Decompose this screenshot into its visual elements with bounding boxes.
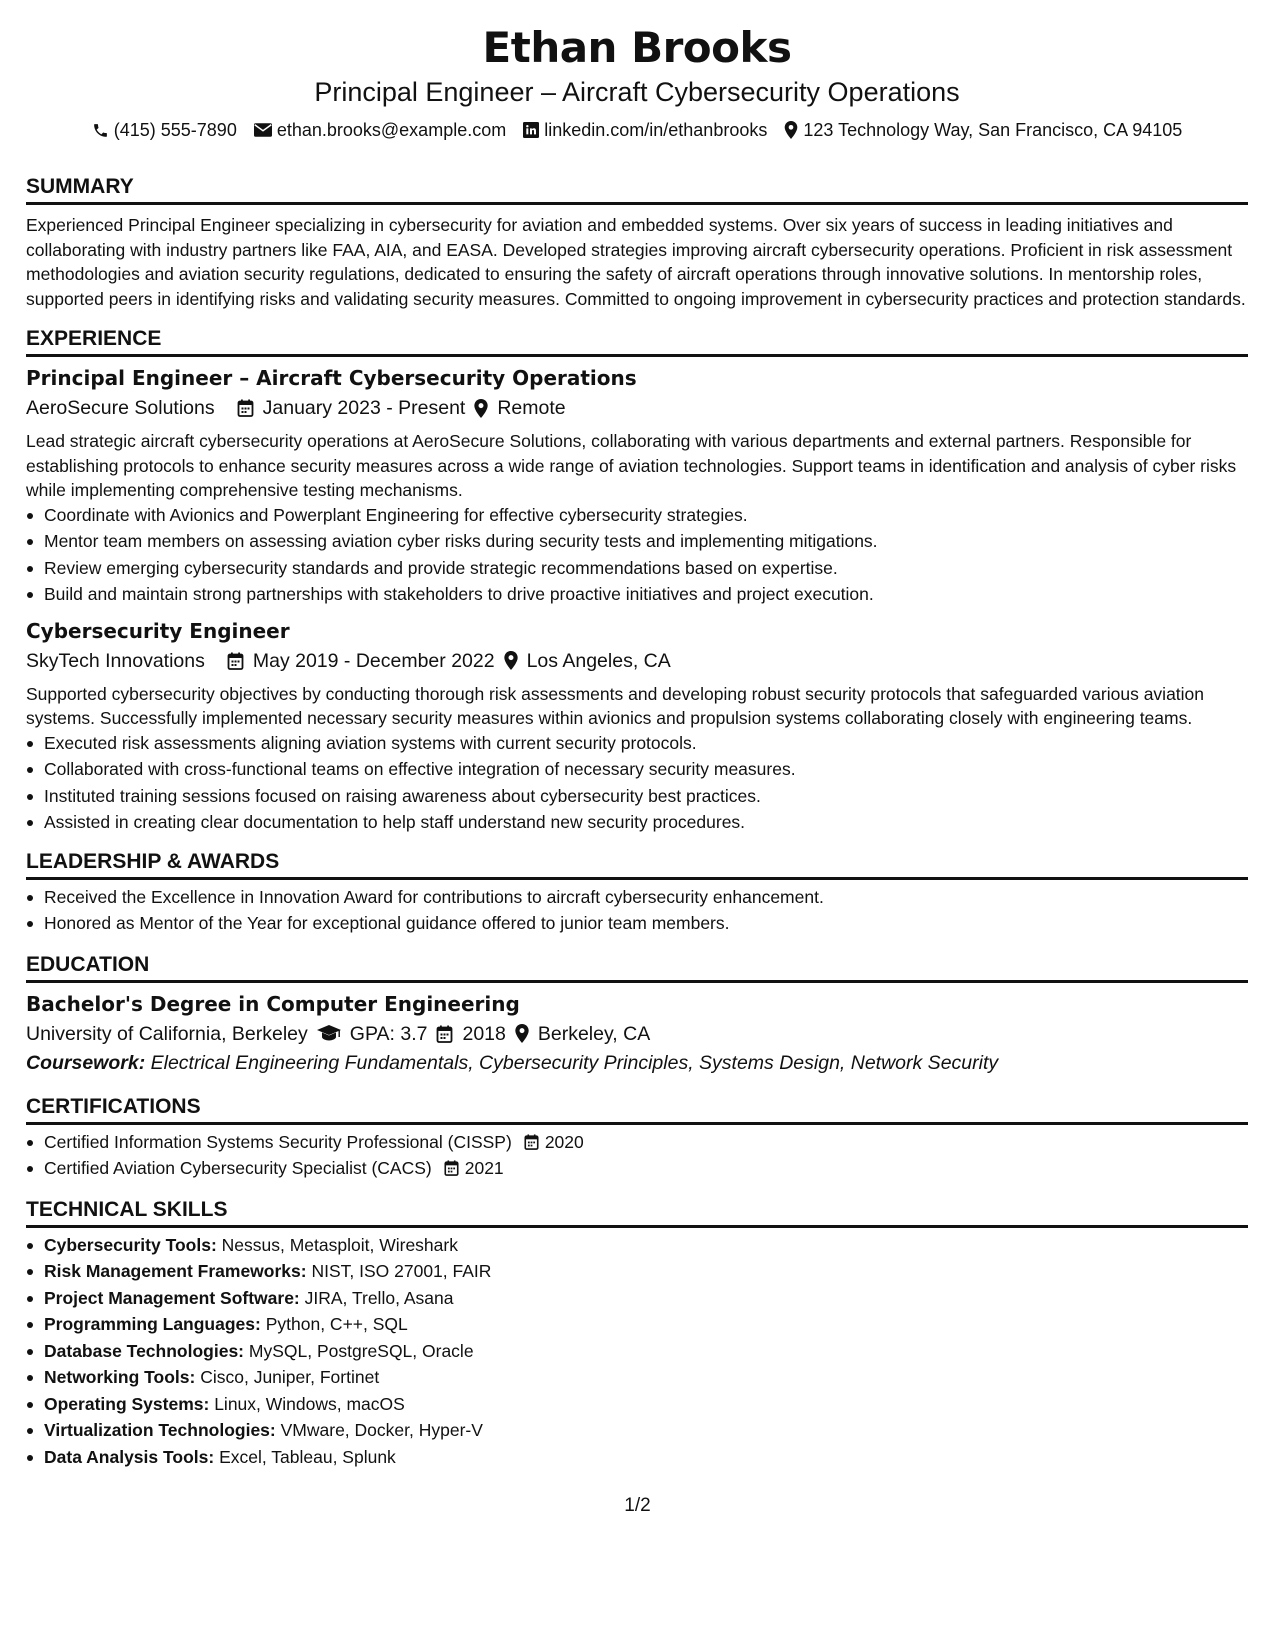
school-name: University of California, Berkeley <box>26 1022 308 1045</box>
experience-section <box>26 325 1248 836</box>
education-meta <box>26 1019 1248 1049</box>
candidate-name: Ethan Brooks <box>482 23 792 72</box>
school-location: Berkeley, CA <box>537 1022 651 1045</box>
job-location: Los Angeles, CA <box>526 649 671 672</box>
list-item <box>44 1444 1248 1471</box>
list-item: Collaborated with cross-functional teams on effective integration of necessary security measures. <box>44 756 1248 783</box>
leadership-section <box>26 848 1248 937</box>
skills-list <box>26 1232 1248 1471</box>
linkedin-icon <box>523 122 539 138</box>
skill-value: Linux, Windows, macOS <box>214 1393 405 1414</box>
list-item: Honored as Mentor of the Year for exceptional guidance offered to junior team members. <box>44 910 1248 937</box>
list-item: Instituted training sessions focused on raising awareness about cybersecurity best practices. <box>44 783 1248 810</box>
education-section <box>26 951 1248 1077</box>
list-item: Assisted in creating clear documentation to help staff understand new security procedures. <box>44 809 1248 836</box>
job-title: Cybersecurity Engineer <box>26 618 290 643</box>
skill-label: Operating Systems: <box>44 1393 210 1414</box>
summary-section <box>26 173 1248 311</box>
contact-phone <box>92 117 237 143</box>
contact-row <box>26 117 1248 143</box>
candidate-title: Principal Engineer – Aircraft Cybersecurity Operations <box>314 77 960 107</box>
list-item: Mentor team members on assessing aviation cyber risks during security tests and implementing mitigations. <box>44 528 1248 555</box>
awards-list <box>26 884 1248 937</box>
job-meta <box>26 646 1248 676</box>
section-heading-summary: SUMMARY <box>26 173 1248 205</box>
skill-value: Cisco, Juniper, Fortinet <box>200 1367 380 1387</box>
contact-address <box>784 117 1182 143</box>
location-pin-icon <box>474 399 488 418</box>
list-item <box>44 1155 1248 1182</box>
job-entry <box>26 616 1248 836</box>
skill-value: VMware, Docker, Hyper-V <box>280 1420 483 1440</box>
contact-email <box>254 117 506 143</box>
skill-label: Programming Languages: <box>44 1314 261 1334</box>
list-item <box>44 1232 1248 1259</box>
graduation-cap-icon <box>317 1025 341 1043</box>
skill-value: Python, C++, SQL <box>265 1314 408 1334</box>
list-item <box>44 1311 1248 1338</box>
section-heading-leadership: LEADERSHIP & AWARDS <box>26 848 1248 880</box>
list-item <box>44 1391 1248 1418</box>
calendar-icon <box>227 652 244 670</box>
cert-year: 2020 <box>544 1131 584 1152</box>
cert-name: Certified Aviation Cybersecurity Specialist (CACS) <box>44 1158 432 1178</box>
skill-value: NIST, ISO 27001, FAIR <box>311 1261 492 1281</box>
job-location: Remote <box>497 397 566 419</box>
section-heading-education: EDUCATION <box>26 951 1248 983</box>
skill-label: Data Analysis Tools: <box>44 1446 215 1467</box>
calendar-icon <box>444 1160 459 1176</box>
calendar-icon <box>436 1025 453 1043</box>
list-item <box>44 1258 1248 1285</box>
page-number: 1/2 <box>624 1495 651 1516</box>
skill-label: Virtualization Technologies: <box>44 1420 276 1440</box>
job-dates: January 2023 - Present <box>262 397 466 419</box>
email-link[interactable]: ethan.brooks@example.com <box>276 120 507 140</box>
address-text: 123 Technology Way, San Francisco, CA 94105 <box>803 120 1183 140</box>
company-name: SkyTech Innovations <box>26 649 205 672</box>
list-item: Coordinate with Avionics and Powerplant Engineering for effective cybersecurity strategies. <box>44 502 1248 529</box>
location-pin-icon <box>515 1024 529 1043</box>
coursework-label: Coursework: <box>26 1051 146 1074</box>
skill-label: Project Management Software: <box>44 1287 300 1308</box>
section-heading-experience: EXPERIENCE <box>26 325 1248 357</box>
job-bullets <box>26 502 1248 608</box>
section-heading-skills: TECHNICAL SKILLS <box>26 1196 1248 1228</box>
job-title: Principal Engineer – Aircraft Cybersecurity Operations <box>26 366 637 390</box>
skill-label: Networking Tools: <box>44 1367 196 1387</box>
phone-text[interactable]: (415) 555-7890 <box>113 120 237 140</box>
job-meta <box>26 393 1248 423</box>
cert-year: 2021 <box>464 1158 504 1178</box>
envelope-icon <box>254 123 272 137</box>
skill-value: JIRA, Trello, Asana <box>304 1287 454 1308</box>
company-name: AeroSecure Solutions <box>26 397 215 419</box>
degree-title: Bachelor's Degree in Computer Engineering <box>26 991 520 1016</box>
summary-text: Experienced Principal Engineer specializing in cybersecurity for aviation and embedded systems. Over six years of success in leading initiatives and collaborating with industry partners like FAA, AIA, and EASA. Developed strategies improving aircraft cybersecurity operations. Proficient in risk assessment methodologies and aviation security regulations, dedicated to ensuring the safety of aircraft operations through innovative solutions. In mentorship roles, supported peers in identifying risks and validating security measures. Committed to ongoing improvement in cybersecurity practices and protection standards. <box>26 215 1246 309</box>
header <box>26 22 1248 143</box>
list-item <box>44 1285 1248 1312</box>
certifications-section <box>26 1093 1248 1182</box>
calendar-icon <box>237 399 254 417</box>
job-dates: May 2019 - December 2022 <box>252 649 495 672</box>
skill-label: Risk Management Frameworks: <box>44 1261 307 1281</box>
location-pin-icon <box>784 121 798 139</box>
graduation-year: 2018 <box>462 1022 506 1045</box>
job-description: Supported cybersecurity objectives by conducting thorough risk assessments and developing robust security protocols that safeguarded various aviation systems. Successfully implemented necessary security measures within avionics and propulsion systems collaborating closely with engineering teams. <box>26 683 1205 728</box>
skill-value: Excel, Tableau, Splunk <box>219 1446 396 1467</box>
location-pin-icon <box>504 651 518 670</box>
cert-name: Certified Information Systems Security Professional (CISSP) <box>44 1131 512 1152</box>
certifications-list <box>26 1129 1248 1182</box>
list-item <box>44 1417 1248 1444</box>
job-entry <box>26 363 1248 608</box>
list-item: Build and maintain strong partnerships with stakeholders to drive proactive initiatives and project execution. <box>44 581 1248 608</box>
skill-value: Nessus, Metasploit, Wireshark <box>221 1234 458 1255</box>
gpa: GPA: 3.7 <box>349 1022 428 1045</box>
calendar-icon <box>524 1134 539 1150</box>
coursework <box>26 1049 1248 1077</box>
contact-linkedin <box>523 117 767 143</box>
phone-icon <box>92 122 109 139</box>
list-item <box>44 1364 1248 1391</box>
skill-label: Cybersecurity Tools: <box>44 1234 217 1255</box>
job-description: Lead strategic aircraft cybersecurity operations at AeroSecure Solutions, collaborating with various departments and external partners. Responsible for establishing protocols to enhance security measures across a wide range of aviation technologies. Support teams in identification and analysis of cyber risks while implementing comprehensive testing mechanisms. <box>26 431 1237 500</box>
list-item: Received the Excellence in Innovation Award for contributions to aircraft cybersecurity enhancement. <box>44 884 1248 911</box>
list-item: Executed risk assessments aligning aviation systems with current security protocols. <box>44 730 1248 757</box>
list-item: Review emerging cybersecurity standards and provide strategic recommendations based on expertise. <box>44 555 1248 582</box>
skills-section <box>26 1196 1248 1471</box>
job-bullets <box>26 730 1248 836</box>
resume-page <box>26 22 1248 1470</box>
section-heading-certifications: CERTIFICATIONS <box>26 1093 1248 1125</box>
skill-value: MySQL, PostgreSQL, Oracle <box>248 1340 474 1361</box>
coursework-list: Electrical Engineering Fundamentals, Cybersecurity Principles, Systems Design, Network Security <box>150 1051 999 1074</box>
list-item <box>44 1129 1248 1156</box>
skill-label: Database Technologies: <box>44 1340 245 1361</box>
linkedin-link[interactable]: linkedin.com/in/ethanbrooks <box>544 120 768 140</box>
list-item <box>44 1338 1248 1365</box>
